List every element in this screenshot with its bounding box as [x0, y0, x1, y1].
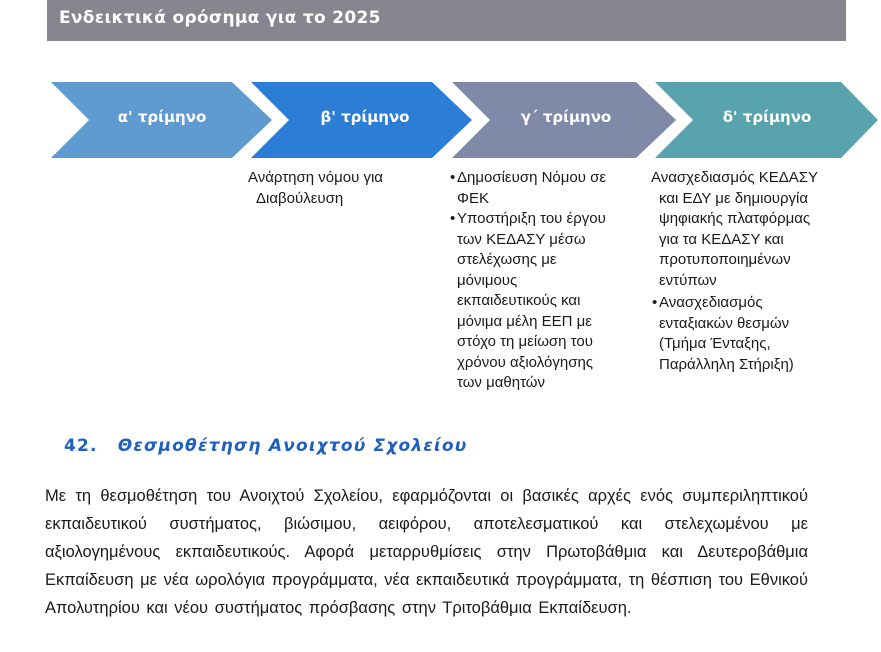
milestones-banner	[47, 0, 846, 41]
section-heading	[64, 436, 467, 456]
milestone-item	[450, 168, 606, 209]
milestone-text: ΦΕΚ	[457, 189, 489, 207]
milestone-text: (Τμήμα Ένταξης,	[659, 335, 771, 352]
body-paragraph: Με τη θεσμοθέτηση του Ανοιχτού Σχολείου, εφαρμόζονται οι βασικές αρχές ενός συμπεριληπτικού εκπαιδευτικού συστήματος, βιώσιμου, αειφόρου, αποτελεσματικού και στελεχωμένου με αξιολογημένους εκπαιδευτικούς. Αφορά μεταρρυθμίσεις στην Πρωτοβάθμια και Δευτεροβάθμια Εκπαίδευση με νέα ωρολόγια προγράμματα, νέα εκπαιδευτικά προγράμματα, τη θέσπιση του Εθνικού Απολυτηρίου και νέου συστήματος πρόσβασης στην Τριτοβάθμια Εκπαίδευση.	[45, 487, 808, 617]
milestones-q2	[248, 168, 383, 209]
milestone-text: Δημοσίευση Νόμου σε	[457, 169, 607, 186]
milestone-text: χρόνου αξιολόγησης	[457, 353, 594, 371]
banner-title: Ενδεικτικά ορόσημα για το 2025	[59, 8, 381, 28]
milestone-text: προτυποποιημένων	[659, 251, 791, 268]
bullet-icon: •	[450, 169, 456, 186]
milestone-text: και ΕΔΥ με δημιουργία	[659, 189, 809, 207]
milestone-item	[651, 293, 818, 375]
bullet-icon: •	[450, 210, 456, 227]
milestone-text: Ανάρτηση νόμου για	[248, 169, 383, 186]
milestones-q4	[651, 168, 818, 375]
milestone-item	[450, 209, 606, 394]
milestone-text: Παράλληλη Στήριξη)	[659, 355, 794, 373]
milestone-text: στόχο τη μείωση του	[457, 333, 593, 350]
milestones-q3	[450, 168, 606, 394]
stage-label-q2: β' τρίμηνο	[320, 108, 410, 126]
milestone-text: για τα ΚΕΔΑΣΥ και	[659, 230, 784, 248]
milestone-text: Ανασχεδιασμός ΚΕΔΑΣΥ	[651, 169, 819, 186]
milestone-text: μόνιμα μέλη ΕΕΠ με	[457, 312, 592, 330]
bullet-icon: •	[652, 294, 658, 311]
milestone-text: ενταξιακών θεσμών	[659, 314, 790, 332]
milestone-text: Ανασχεδιασμός	[659, 294, 763, 311]
milestone-text: των μαθητών	[457, 374, 546, 391]
stage-label-q3: γ΄ τρίμηνο	[520, 108, 612, 126]
milestone-text: Διαβούλευση	[256, 189, 344, 207]
milestone-text: εκπαιδευτικούς και	[457, 292, 581, 309]
quarter-timeline	[0, 82, 881, 158]
stage-label-q4: δ' τρίμηνο	[722, 108, 812, 126]
milestone-text: στελέχωσης με	[457, 251, 557, 268]
milestone-text: ψηφιακής πλατφόρμας	[659, 210, 811, 227]
milestone-text: Υποστήριξη του έργου	[457, 210, 606, 227]
milestone-text: μόνιμους	[457, 271, 518, 289]
section-title: Θεσμοθέτηση Ανοιχτού Σχολείου	[117, 436, 468, 456]
milestone-text: εντύπων	[659, 271, 717, 289]
stage-label-q1: α' τρίμηνο	[117, 108, 207, 126]
section-number: 42.	[64, 436, 98, 456]
milestone-text: των ΚΕΔΑΣΥ μέσω	[457, 230, 586, 248]
